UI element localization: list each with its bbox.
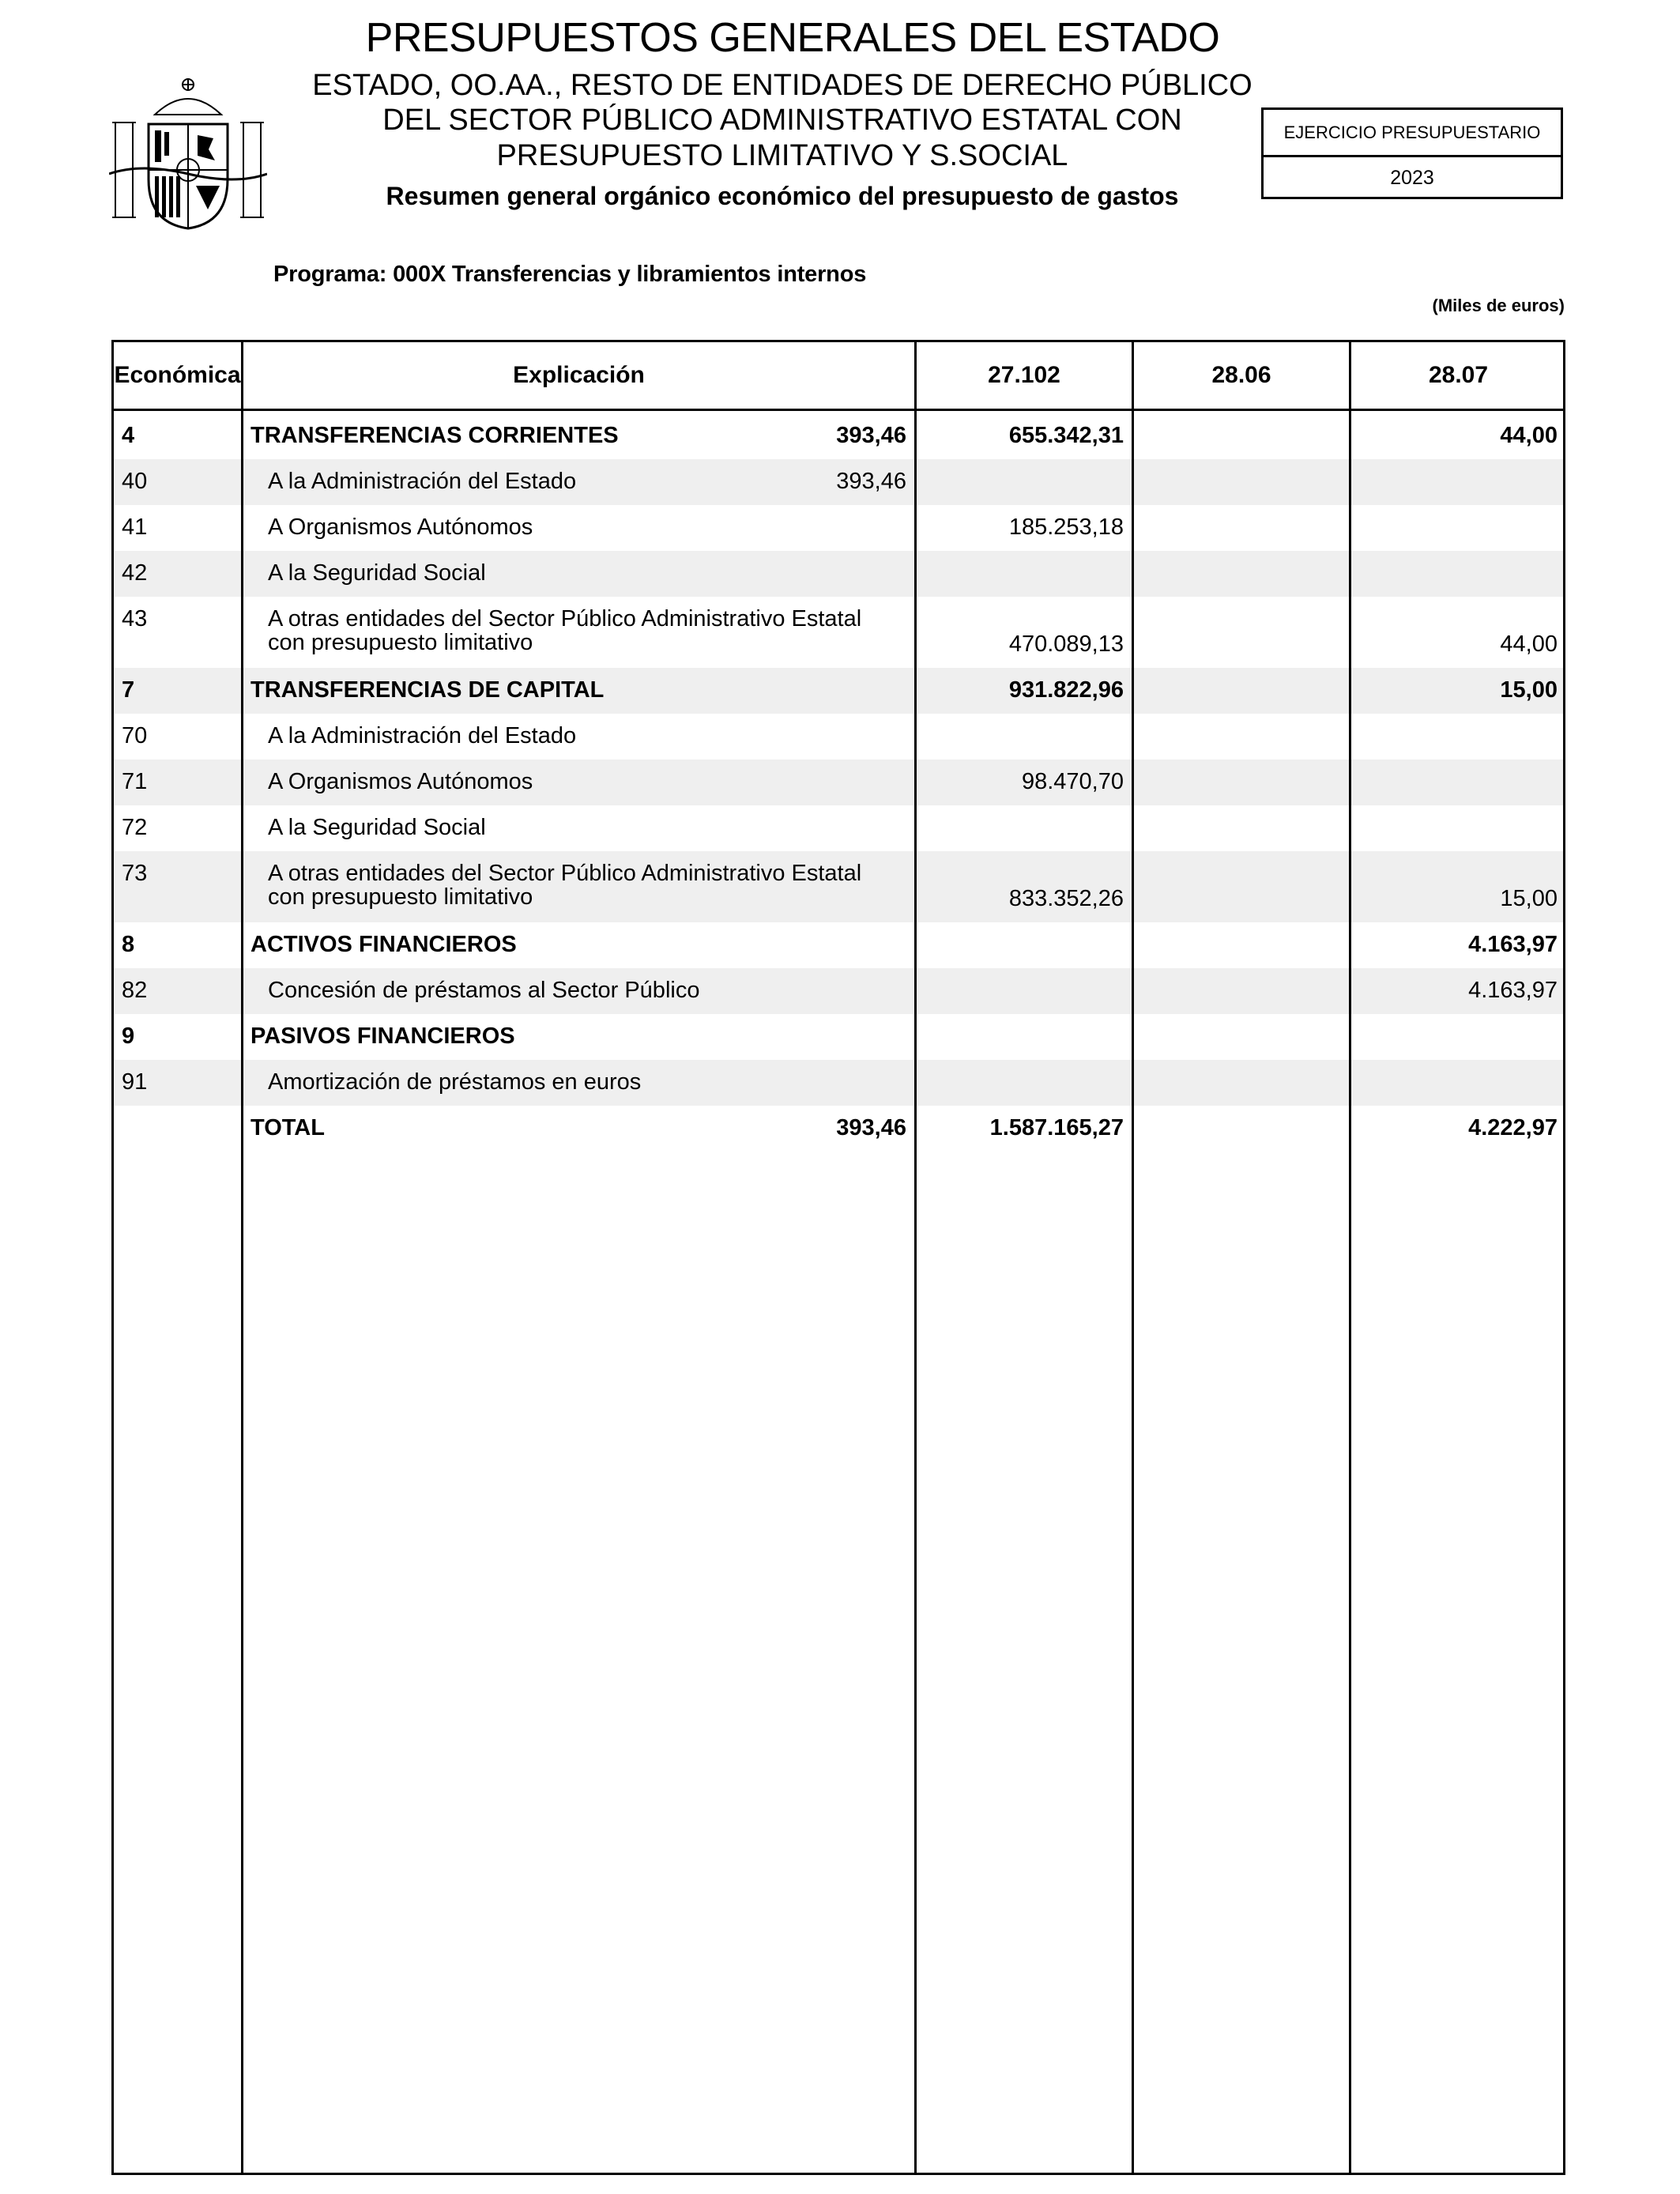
row-amount-col2: 833.352,26	[1008, 886, 1124, 911]
column-header-explicacion: Explicación	[513, 362, 645, 388]
row-description: A otras entidades del Sector Público Administrativo Estatal	[268, 606, 862, 631]
header-separator	[114, 409, 1563, 411]
row-code: 4	[122, 423, 135, 448]
row-code: 9	[122, 1023, 135, 1049]
column-header-28-07: 28.07	[1428, 362, 1489, 388]
subtitle-line-2: DEL SECTOR PÚBLICO ADMINISTRATIVO ESTATAL CON	[382, 104, 1182, 137]
column-divider	[241, 342, 243, 2173]
row-amount-col1: 393,46	[836, 1115, 906, 1140]
row-code: 73	[122, 861, 148, 886]
row-description: TRANSFERENCIAS CORRIENTES	[250, 423, 619, 448]
row-amount-col1: 393,46	[836, 423, 906, 448]
row-description: Amortización de préstamos en euros	[268, 1069, 642, 1095]
column-header-economica: Económica	[114, 362, 241, 388]
budget-table	[111, 340, 1565, 2175]
column-divider	[1132, 342, 1134, 2173]
fiscal-year-value: 2023	[1390, 167, 1434, 189]
row-description: A la Administración del Estado	[268, 469, 577, 494]
row-amount-col2: 1.587.165,27	[989, 1115, 1124, 1140]
row-description-continued: con presupuesto limitativo	[268, 884, 533, 910]
column-divider	[1349, 342, 1351, 2173]
row-description: A la Administración del Estado	[268, 723, 577, 748]
row-amount-col3: 4.163,97	[1468, 978, 1558, 1003]
row-amount-col2: 655.342,31	[1008, 423, 1124, 448]
subtitle-line-3: PRESUPUESTO LIMITATIVO Y S.SOCIAL	[496, 139, 1068, 172]
table-row	[114, 459, 1563, 505]
row-code: 7	[122, 677, 135, 703]
fiscal-year-label: EJERCICIO PRESUPUESTARIO	[1264, 110, 1561, 157]
row-description-continued: con presupuesto limitativo	[268, 630, 533, 655]
column-header-28-06: 28.06	[1211, 362, 1271, 388]
fiscal-year-box	[1261, 107, 1563, 199]
row-amount-col2: 470.089,13	[1008, 631, 1124, 657]
row-code: 41	[122, 515, 148, 540]
row-amount-col1: 393,46	[836, 469, 906, 494]
row-description: A Organismos Autónomos	[268, 769, 533, 794]
row-description: TOTAL	[250, 1115, 325, 1140]
row-description: A otras entidades del Sector Público Administrativo Estatal	[268, 861, 862, 886]
row-description: A Organismos Autónomos	[268, 515, 533, 540]
page-title: PRESUPUESTOS GENERALES DEL ESTADO	[365, 15, 1220, 61]
table-row	[114, 1014, 1563, 1060]
row-code: 72	[122, 815, 148, 840]
row-code: 42	[122, 560, 148, 586]
table-row	[114, 714, 1563, 760]
row-amount-col3: 4.222,97	[1468, 1115, 1558, 1140]
table-row	[114, 922, 1563, 968]
table-row	[114, 805, 1563, 851]
row-description: ACTIVOS FINANCIEROS	[250, 932, 517, 957]
row-amount-col2: 931.822,96	[1008, 677, 1124, 703]
row-code: 70	[122, 723, 148, 748]
table-row	[114, 1060, 1563, 1106]
table-row	[114, 413, 1563, 459]
row-code: 8	[122, 932, 135, 957]
row-amount-col3: 4.163,97	[1468, 932, 1558, 957]
column-header-27-102: 27.102	[988, 362, 1060, 388]
row-amount-col3: 44,00	[1500, 631, 1558, 657]
row-code: 43	[122, 606, 148, 631]
subtitle-line-1: ESTADO, OO.AA., RESTO DE ENTIDADES DE DERECHO PÚBLICO	[312, 69, 1252, 102]
row-amount-col3: 44,00	[1500, 423, 1558, 448]
row-description: TRANSFERENCIAS DE CAPITAL	[250, 677, 605, 703]
column-divider	[914, 342, 917, 2173]
row-code: 91	[122, 1069, 148, 1095]
row-code: 82	[122, 978, 148, 1003]
row-description: Concesión de préstamos al Sector Público	[268, 978, 700, 1003]
row-amount-col3: 15,00	[1500, 677, 1558, 703]
row-code: 40	[122, 469, 148, 494]
table-row	[114, 968, 1563, 1014]
table-row	[114, 505, 1563, 551]
row-amount-col3: 15,00	[1500, 886, 1558, 911]
row-amount-col2: 98.470,70	[1021, 769, 1124, 794]
table-row	[114, 668, 1563, 714]
report-name: Resumen general orgánico económico del presupuesto de gastos	[386, 182, 1179, 210]
spain-coat-of-arms-icon	[109, 75, 267, 233]
table-row	[114, 760, 1563, 805]
table-row	[114, 1106, 1563, 1152]
units-label: (Miles de euros)	[1432, 296, 1565, 315]
row-description: A la Seguridad Social	[268, 560, 486, 586]
row-description: PASIVOS FINANCIEROS	[250, 1023, 515, 1049]
table-row	[114, 597, 1563, 668]
table-row	[114, 851, 1563, 922]
row-code: 71	[122, 769, 148, 794]
table-row	[114, 551, 1563, 597]
programa-label: Programa: 000X Transferencias y libramientos internos	[273, 262, 867, 287]
row-description: A la Seguridad Social	[268, 815, 486, 840]
row-amount-col2: 185.253,18	[1008, 515, 1124, 540]
